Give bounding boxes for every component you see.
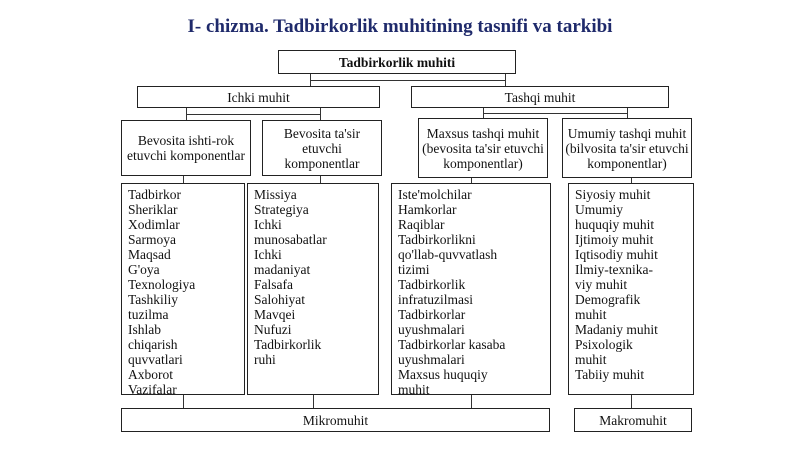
list-item: Ijtimoiy muhit	[575, 232, 654, 247]
connector	[183, 395, 184, 408]
micro-environment-node	[121, 408, 550, 432]
list-item: muhit	[575, 352, 607, 367]
connector	[320, 176, 321, 183]
connector	[183, 176, 184, 183]
list-item: Falsafa	[254, 277, 293, 292]
list-item: Vazifalar	[128, 382, 177, 397]
list-item: huquqiy muhit	[575, 217, 655, 232]
list-item: Iqtisodiy muhit	[575, 247, 658, 262]
list-item: qo'llab-quvvatlash	[398, 247, 498, 262]
root-node	[278, 50, 516, 74]
general-external-list	[568, 183, 694, 395]
direct-participation-label: Bevosita ishti-rok etuvchi komponentlar	[126, 133, 246, 163]
macro-environment-label: Makromuhit	[599, 412, 667, 428]
list-item: Tadbirkorlar	[398, 307, 466, 322]
list-item: Umumiy	[575, 202, 624, 217]
list-item: Ilmiy-texnika-	[575, 262, 653, 277]
list-item: Siyosiy muhit	[575, 187, 651, 202]
connector	[310, 80, 505, 81]
list-item: G'oya	[128, 262, 160, 277]
list-item: chiqarish	[128, 337, 178, 352]
list-item: Tadbirkorlik	[398, 277, 466, 292]
list-item: Maqsad	[128, 247, 171, 262]
special-external-list	[391, 183, 551, 395]
list-item: Nufuzi	[254, 322, 292, 337]
list-item: Sarmoya	[128, 232, 176, 247]
list-item: Ishlab	[128, 322, 161, 337]
list-item: Ichki	[254, 217, 282, 232]
list-item: Tashkiliy	[128, 292, 179, 307]
list-item: Hamkorlar	[398, 202, 457, 217]
list-item: ruhi	[254, 352, 276, 367]
connector	[483, 113, 627, 114]
list-item: infratuzilmasi	[398, 292, 473, 307]
internal-environment-node	[137, 86, 380, 108]
list-item: Salohiyat	[254, 292, 305, 307]
list-item: munosabatlar	[254, 232, 327, 247]
special-external-node	[418, 118, 548, 178]
list-item: Tadbirkor	[128, 187, 182, 202]
list-item: tizimi	[398, 262, 430, 277]
list-item: Tadbirkorlikni	[398, 232, 476, 247]
special-external-label: Maxsus tashqi muhit (bevosita ta'sir etuvchi komponentlar)	[422, 125, 544, 171]
connector	[471, 178, 472, 183]
general-external-node	[562, 118, 692, 178]
external-environment-label: Tashqi muhit	[504, 89, 576, 105]
connector	[631, 178, 632, 183]
list-item: Madaniy muhit	[575, 322, 658, 337]
connector	[313, 395, 314, 408]
list-item: Iste'molchilar	[398, 187, 472, 202]
direct-participation-node	[121, 120, 251, 176]
list-item: madaniyat	[254, 262, 311, 277]
list-item: Tadbirkorlar kasaba	[398, 337, 506, 352]
list-item: Demografik	[575, 292, 641, 307]
internal-environment-label: Ichki muhit	[227, 89, 290, 105]
list-item: Missiya	[254, 187, 297, 202]
connector	[505, 74, 506, 86]
list-item: Sheriklar	[128, 202, 178, 217]
list-item: Xodimlar	[128, 217, 180, 232]
list-item: viy muhit	[575, 277, 628, 292]
list-item: tuzilma	[128, 307, 169, 322]
list-item: Ichki	[254, 247, 282, 262]
direct-influence-node	[262, 120, 382, 176]
list-item: Raqiblar	[398, 217, 445, 232]
list-item: uyushmalari	[398, 322, 465, 337]
general-external-label: Umumiy tashqi muhit (bilvosita ta'sir etuvchi komponentlar)	[565, 125, 689, 171]
list-item: Psixologik	[575, 337, 633, 352]
internal-influence-list	[247, 183, 379, 395]
diagram-title: I- chizma. Tadbirkorlik muhitining tasnifi va tarkibi	[187, 16, 613, 37]
list-item: Mavqei	[254, 307, 296, 322]
connector	[471, 395, 472, 408]
connector	[631, 395, 632, 408]
list-item: Axborot	[128, 367, 173, 382]
external-environment-node	[411, 86, 669, 108]
list-item: quvvatlari	[128, 352, 183, 367]
list-item: muhit	[575, 307, 607, 322]
list-item: muhit	[398, 382, 430, 397]
list-item: Texnologiya	[128, 277, 196, 292]
connector	[186, 114, 320, 115]
connector	[320, 108, 321, 120]
internal-direct-list	[121, 183, 245, 395]
macro-environment-node	[574, 408, 692, 432]
list-item: Strategiya	[254, 202, 309, 217]
micro-environment-label: Mikromuhit	[302, 412, 369, 428]
list-item: Tadbirkorlik	[254, 337, 322, 352]
root-label: Tadbirkorlik muhiti	[338, 54, 456, 70]
list-item: Tabiiy muhit	[575, 367, 645, 382]
connector	[627, 108, 628, 118]
list-item: Maxsus huquqiy	[398, 367, 488, 382]
direct-influence-label: Bevosita ta'sir etuvchi komponentlar	[283, 125, 361, 171]
list-item: uyushmalari	[398, 352, 465, 367]
